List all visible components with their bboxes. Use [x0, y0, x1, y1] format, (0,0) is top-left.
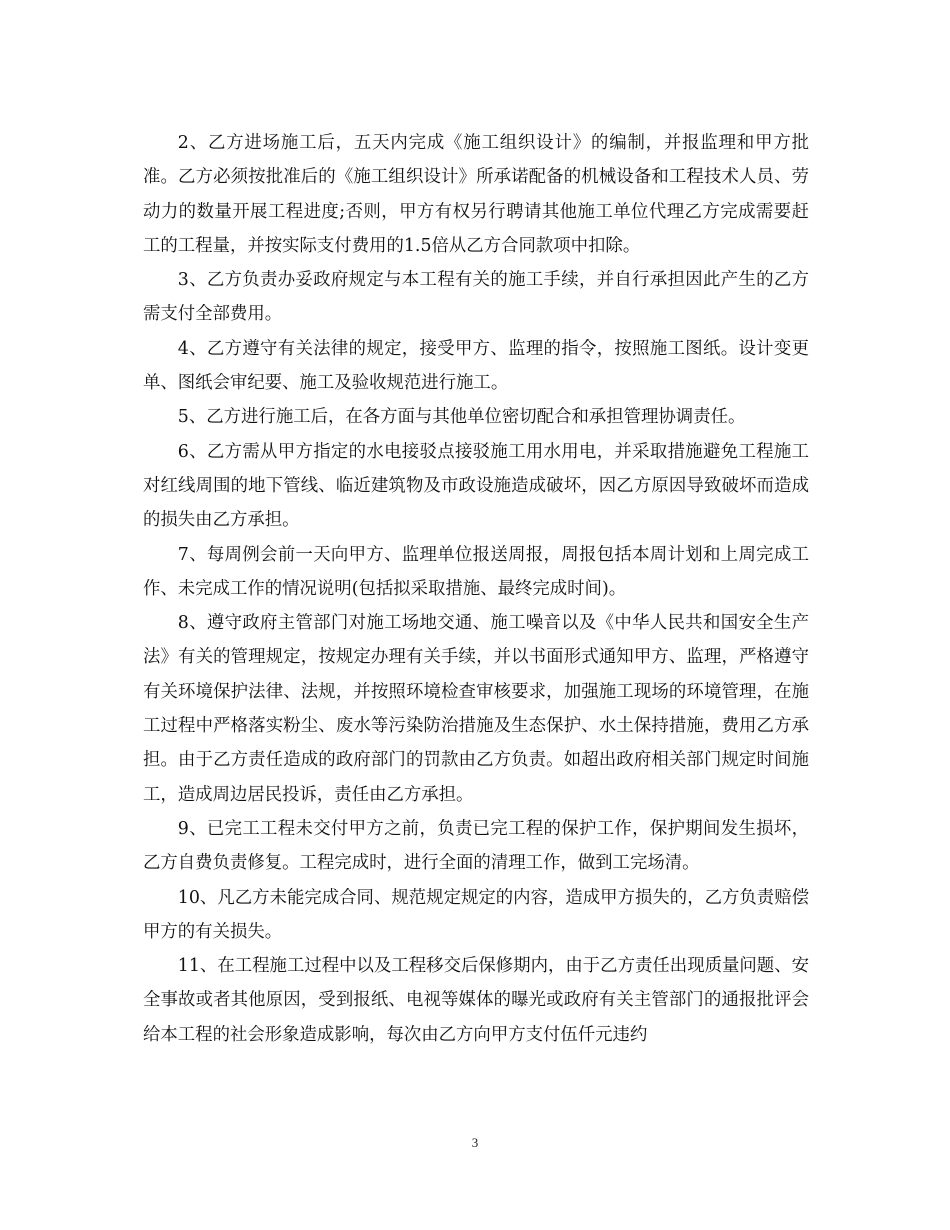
clause-2-paragraph: 2、乙方进场施工后，五天内完成《施工组织设计》的编制，并报监理和甲方批准。乙方必须按批准后的《施工组织设计》所承诺配备的机械设备和工程技术人员、劳动力的数量开展工程进度;否则，甲方有权另行聘请其他施工单位代理乙方完成需要赶工的工程量，并按实际支付费用的1.5倍从乙方合同款项中扣除。: [143, 133, 809, 256]
clause-4-paragraph: 4、乙方遵守有关法律的规定，接受甲方、监理的指令，按照施工图纸。设计变更单、图纸会审纪要、施工及验收规范进行施工。: [143, 338, 809, 394]
clause-3-paragraph: 3、乙方负责办妥政府规定与本工程有关的施工手续，并自行承担因此产生的乙方需支付全部费用。: [143, 270, 809, 325]
clause-10-paragraph: 10、凡乙方未能完成合同、规范规定规定的内容，造成甲方损失的，乙方负责赔偿甲方的有关损失。: [143, 887, 809, 942]
document-body: [143, 126, 809, 1052]
clause-11-paragraph: 11、在工程施工过程中以及工程移交后保修期内，由于乙方责任出现质量问题、安全事故或者其他原因，受到报纸、电视等媒体的曝光或政府有关主管部门的通报批评会给本工程的社会形象造成影响，每次由乙方向甲方支付伍仟元违约: [143, 956, 809, 1045]
clause-8-paragraph: 8、遵守政府主管部门对施工场地交通、施工噪音以及《中华人民共和国安全生产法》有关的管理规定，按规定办理有关手续，并以书面形式通知甲方、监理，严格遵守有关环境保护法律、法规，并按照环境检查审核要求，加强施工现场的环境管理，在施工过程中严格落实粉尘、废水等污染防治措施及生态保护、水土保持措施，费用乙方承担。由于乙方责任造成的政府部门的罚款由乙方负责。如超出政府相关部门规定时间施工，造成周边居民投诉，责任由乙方承担。: [143, 613, 809, 805]
page-number: 3: [471, 1135, 479, 1150]
clause-9-paragraph: 9、已完工工程未交付甲方之前，负责已完工程的保护工作，保护期间发生损坏，乙方自费负责修复。工程完成时，进行全面的清理工作，做到工完场清。: [143, 818, 809, 874]
clause-7-paragraph: 7、每周例会前一天向甲方、监理单位报送周报，周报包括本周计划和上周完成工作、未完成工作的情况说明(包括拟采取措施、最终完成时间)。: [143, 544, 809, 599]
clause-5-paragraph: 5、乙方进行施工后，在各方面与其他单位密切配合和承担管理协调责任。: [177, 407, 746, 428]
clause-6-paragraph: 6、乙方需从甲方指定的水电接驳点接驳施工用水用电，并采取措施避免工程施工对红线周围的地下管线、临近建筑物及市政设施造成破坏，因乙方原因导致破坏而造成的损失由乙方承担。: [143, 441, 809, 531]
